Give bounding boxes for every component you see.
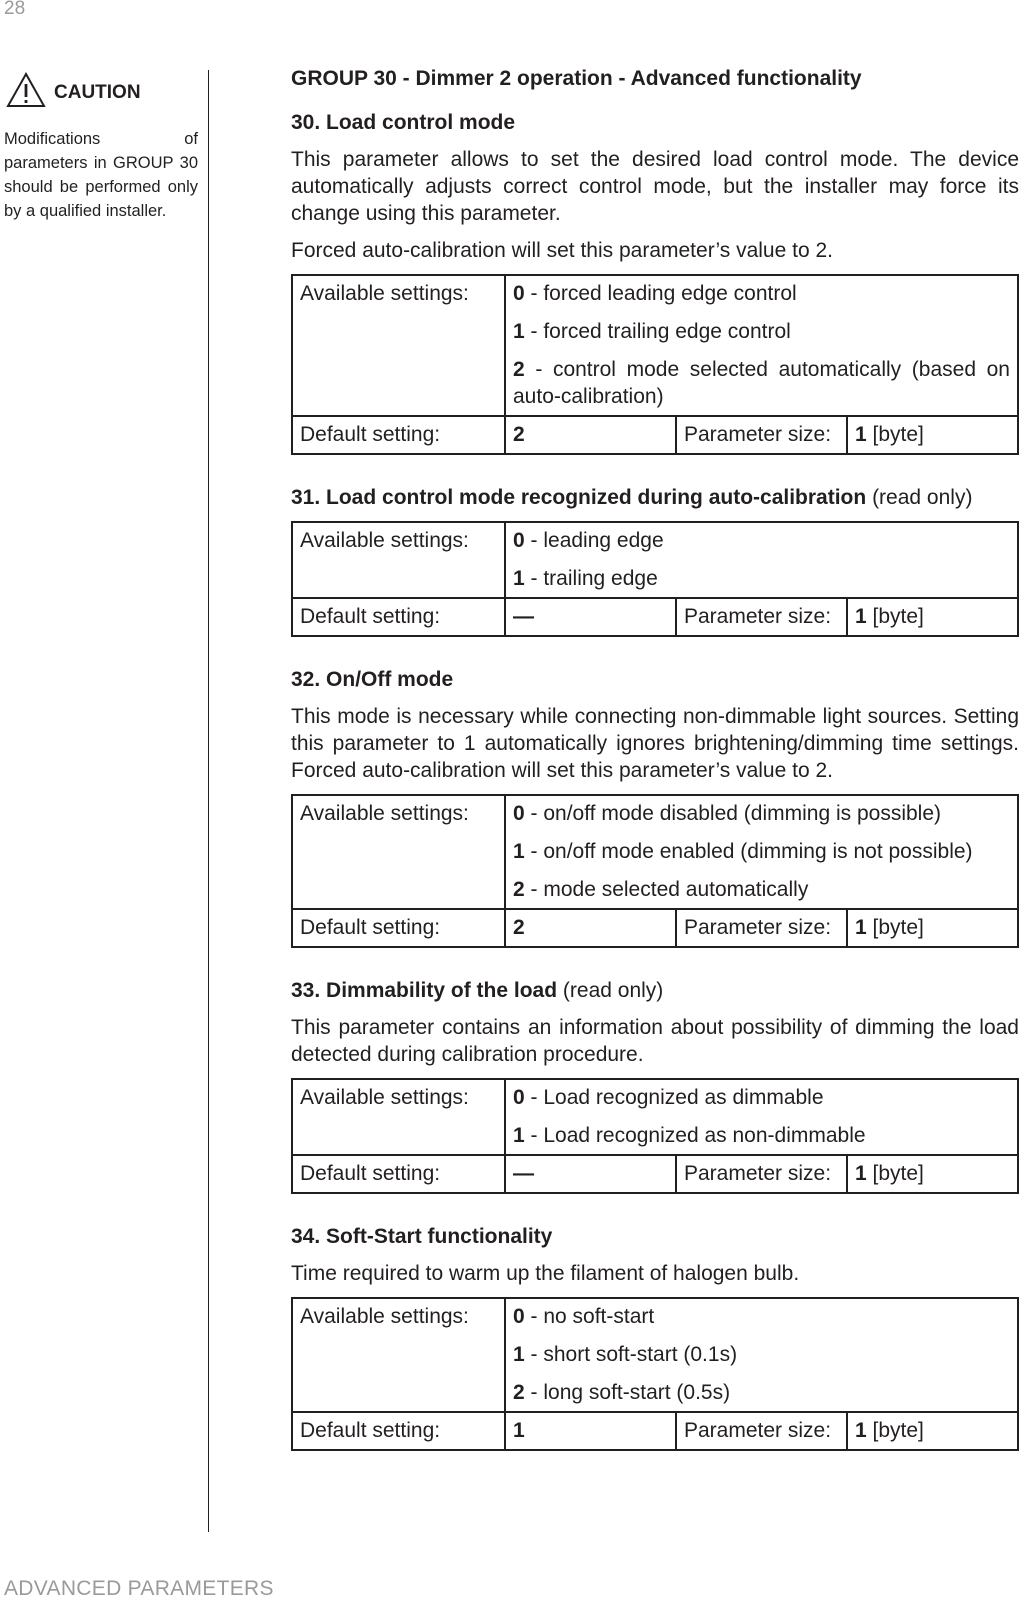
warning-triangle-icon	[6, 72, 46, 113]
available-settings-label: Available settings:	[292, 1298, 505, 1412]
parameter-size-label: Parameter size:	[676, 1412, 847, 1450]
parameter-size-label: Parameter size:	[676, 598, 847, 636]
option-item: 2 - long soft-start (0.5s)	[513, 1381, 731, 1404]
group-title: GROUP 30 - Dimmer 2 operation - Advanced functionality	[291, 67, 862, 90]
param-32-title: 32. On/Off mode	[291, 668, 454, 691]
available-settings-label: Available settings:	[292, 1079, 505, 1155]
parameter-size-value: 1 [byte]	[847, 909, 1018, 947]
default-setting-value: —	[505, 1155, 676, 1193]
page-number: 28	[4, 0, 26, 19]
param-34-section	[291, 1224, 1019, 1451]
default-setting-value: —	[505, 598, 676, 636]
param-32-section	[291, 667, 1019, 948]
param-34-description: Time required to warm up the filament of halogen bulb.	[291, 1262, 800, 1285]
option-item: 0 - forced leading edge control	[513, 282, 797, 305]
param-33-section	[291, 978, 1019, 1194]
parameter-size-label: Parameter size:	[676, 416, 847, 454]
options-cell	[505, 1298, 1018, 1412]
option-item: 1 - forced trailing edge control	[513, 320, 791, 343]
default-setting-value: 1	[505, 1412, 676, 1450]
available-settings-label: Available settings:	[292, 522, 505, 598]
caution-sidebar	[4, 72, 198, 223]
section-footer: ADVANCED PARAMETERS	[4, 1577, 274, 1600]
param-31-table	[291, 521, 1019, 637]
param-31-section	[291, 485, 1019, 637]
parameter-size-value: 1 [byte]	[847, 1155, 1018, 1193]
option-item: 1 - short soft-start (0.1s)	[513, 1343, 738, 1366]
default-setting-label: Default setting:	[292, 1412, 505, 1450]
options-cell	[505, 795, 1018, 909]
param-30-title: 30. Load control mode	[291, 111, 516, 134]
option-item: 1 - trailing edge	[513, 567, 658, 590]
param-32-table	[291, 794, 1019, 948]
option-item: 0 - leading edge	[513, 529, 664, 552]
parameter-size-value: 1 [byte]	[847, 598, 1018, 636]
default-setting-label: Default setting:	[292, 416, 505, 454]
param-30-table	[291, 274, 1019, 455]
param-32-description: This mode is necessary while connecting non-dimmable light sources. Setting this parameter to 1 automatically ignores brightening/dimming time settings. Forced auto-calibration will set this parameter’s value to 2.	[291, 705, 1019, 782]
default-setting-value: 2	[505, 909, 676, 947]
param-34-title: 34. Soft-Start functionality	[291, 1225, 553, 1248]
option-item: 0 - on/off mode disabled (dimming is possible)	[513, 802, 941, 825]
parameter-size-label: Parameter size:	[676, 1155, 847, 1193]
caution-text: Modifications of parameters in GROUP 30 should be performed only by a qualified installer.	[4, 130, 198, 220]
option-item: 1 - Load recognized as non-dimmable	[513, 1124, 866, 1147]
default-setting-value: 2	[505, 416, 676, 454]
param-33-description: This parameter contains an information about possibility of dimming the load detected during calibration procedure.	[291, 1016, 1019, 1066]
option-item: 0 - no soft-start	[513, 1305, 655, 1328]
options-cell	[505, 522, 1018, 598]
caution-header	[6, 72, 198, 113]
parameter-size-label: Parameter size:	[676, 909, 847, 947]
param-33-title: 33. Dimmability of the load (read only)	[291, 979, 664, 1002]
param-30-section	[291, 110, 1019, 455]
option-item: 2 - control mode selected automatically (based on auto-calibration)	[513, 358, 1010, 408]
option-item: 2 - mode selected automatically	[513, 878, 809, 901]
param-34-table	[291, 1297, 1019, 1451]
option-item: 0 - Load recognized as dimmable	[513, 1086, 824, 1109]
parameter-size-value: 1 [byte]	[847, 416, 1018, 454]
default-setting-label: Default setting:	[292, 1155, 505, 1193]
param-33-table	[291, 1078, 1019, 1194]
default-setting-label: Default setting:	[292, 909, 505, 947]
options-cell	[505, 275, 1018, 416]
param-30-note: Forced auto-calibration will set this parameter’s value to 2.	[291, 239, 833, 262]
param-31-title: 31. Load control mode recognized during auto-calibration (read only)	[291, 486, 973, 509]
available-settings-label: Available settings:	[292, 275, 505, 416]
default-setting-label: Default setting:	[292, 598, 505, 636]
caution-title: CAUTION	[54, 81, 141, 103]
parameter-size-value: 1 [byte]	[847, 1412, 1018, 1450]
main-content	[291, 64, 1019, 1481]
option-item: 1 - on/off mode enabled (dimming is not possible)	[513, 840, 973, 863]
options-cell	[505, 1079, 1018, 1155]
available-settings-label: Available settings:	[292, 795, 505, 909]
column-divider	[208, 70, 209, 1532]
param-30-description: This parameter allows to set the desired load control mode. The device automatically adjusts correct control mode, but the installer may force its change using this parameter.	[291, 148, 1019, 225]
